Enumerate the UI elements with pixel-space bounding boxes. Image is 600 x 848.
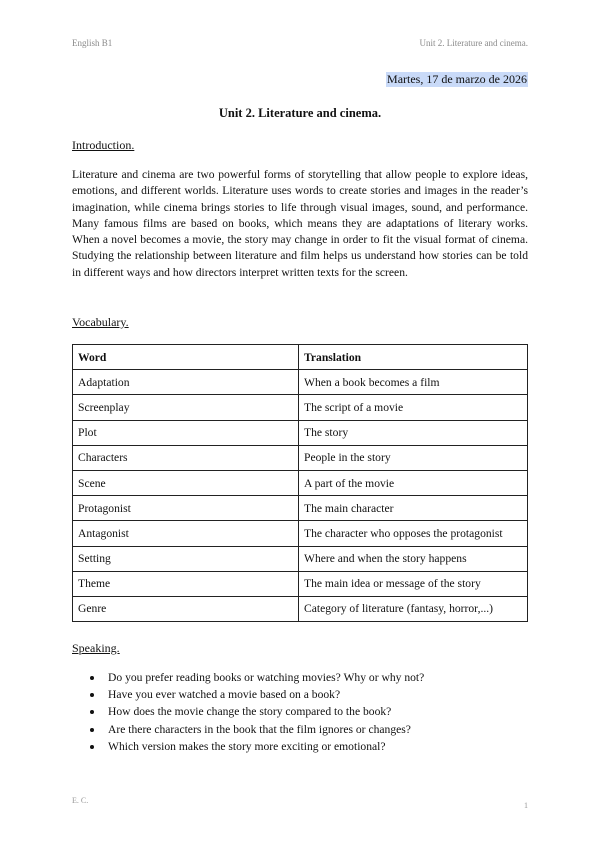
page-title: Unit 2. Literature and cinema. (218, 106, 382, 120)
column-header-translation: Translation (299, 345, 528, 370)
translation-cell: A part of the movie (299, 470, 528, 495)
speaking-questions-list (72, 669, 424, 755)
table-row (73, 395, 528, 420)
list-item: How does the movie change the story compared to the book? (72, 703, 424, 720)
table-row (73, 445, 528, 470)
word-cell: Screenplay (73, 395, 299, 420)
translation-cell: The main idea or message of the story (299, 571, 528, 596)
word-cell: Theme (73, 571, 299, 596)
translation-cell: When a book becomes a film (299, 370, 528, 395)
word-cell: Genre (73, 596, 299, 621)
word-cell: Scene (73, 470, 299, 495)
introduction-heading: Introduction. (72, 138, 135, 152)
translation-cell: Category of literature (fantasy, horror,...) (299, 596, 528, 621)
header-course: English B1 (72, 38, 113, 48)
word-cell: Protagonist (73, 496, 299, 521)
table-row (73, 546, 528, 571)
footer-initials: E. C. (72, 796, 89, 805)
word-cell: Characters (73, 445, 299, 470)
page-number: 1 (524, 801, 528, 810)
table-row (73, 571, 528, 596)
table-row (73, 596, 528, 621)
word-cell: Adaptation (73, 370, 299, 395)
translation-cell: The main character (299, 496, 528, 521)
list-item: Have you ever watched a movie based on a book? (72, 686, 424, 703)
table-row (73, 370, 528, 395)
translation-cell: The character who opposes the protagonist (299, 521, 528, 546)
list-item: Which version makes the story more exciting or emotional? (72, 738, 424, 755)
list-item: Do you prefer reading books or watching movies? Why or why not? (72, 669, 424, 686)
translation-cell: People in the story (299, 445, 528, 470)
column-header-word: Word (73, 345, 299, 370)
translation-cell: The story (299, 420, 528, 445)
word-cell: Setting (73, 546, 299, 571)
word-cell: Antagonist (73, 521, 299, 546)
table-row (73, 496, 528, 521)
list-item: Are there characters in the book that the film ignores or changes? (72, 721, 424, 738)
vocabulary-heading: Vocabulary. (72, 315, 129, 329)
table-row (73, 420, 528, 445)
table-row (73, 470, 528, 495)
header-unit: Unit 2. Literature and cinema. (419, 38, 528, 48)
word-cell: Plot (73, 420, 299, 445)
speaking-heading: Speaking. (72, 641, 120, 655)
table-header-row (73, 345, 528, 370)
document-date: Martes, 17 de marzo de 2026 (387, 72, 527, 86)
translation-cell: The script of a movie (299, 395, 528, 420)
table-row (73, 521, 528, 546)
vocabulary-table (72, 344, 528, 622)
translation-cell: Where and when the story happens (299, 546, 528, 571)
introduction-paragraph: Literature and cinema are two powerful forms of storytelling that allow people to explore ideas, emotions, and different worlds. Literature uses words to create stories and images in the reader’s imagination, while cinema brings stories to life through visual images, sound, and performance. Many famous films are based on books, which means they are adaptations of literary works. When a novel becomes a movie, the story may change in order to fit the visual format of cinema. Studying the relationship between literature and film helps us understand how stories can be told in different ways and how directors interpret written texts for the screen. (72, 168, 528, 279)
